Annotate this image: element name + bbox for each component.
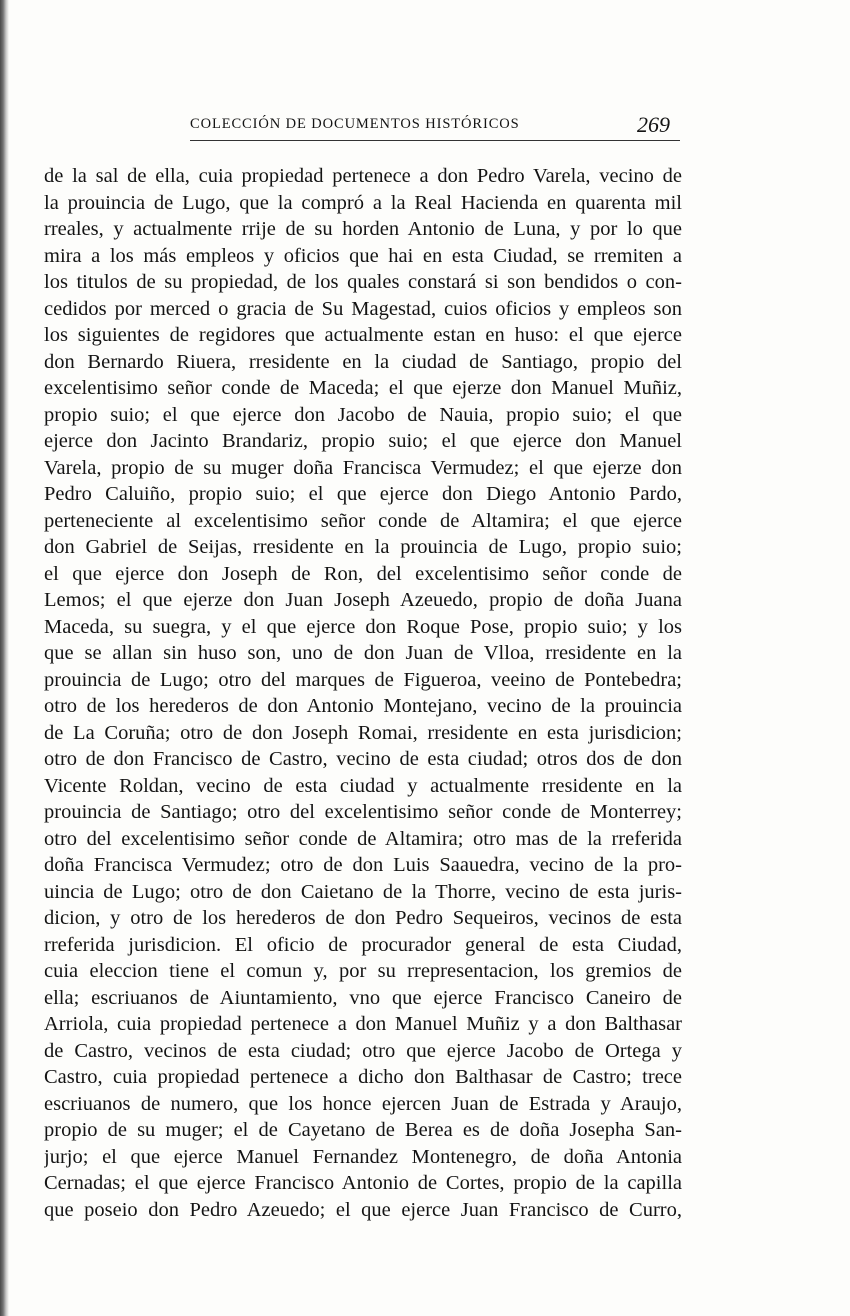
text-line: de la sal de ella, cuia propiedad pertenece a don Pedro Varela, vecino de: [44, 165, 682, 187]
text-line: Varela, propio de su muger doña Francisca Vermudez; el que ejerze don: [44, 456, 682, 479]
text-line: rreferida jurisdicion. El oficio de procurador general de esta Ciudad,: [44, 933, 682, 956]
text-line: rreales, y actualmente rrije de su horden Antonio de Luna, y por lo que: [44, 218, 682, 240]
text-line: don Bernardo Riuera, rresidente en la ciudad de Santiago, propio del: [44, 350, 682, 373]
text-line: cedidos por merced o gracia de Su Magestad, cuios oficios y empleos son: [44, 297, 682, 320]
text-line: Pedro Caluiño, propio suio; el que ejerce don Diego Antonio Pardo,: [44, 483, 682, 505]
text-line: Maceda, su suegra, y el que ejerce don Roque Pose, propio suio; y los: [44, 615, 682, 638]
text-line: uincia de Lugo; otro de don Caietano de la Thorre, vecino de esta juris-: [44, 880, 682, 903]
text-line: Arriola, cuia propiedad pertenece a don Manuel Muñiz y a don Balthasar: [44, 1013, 682, 1035]
text-line: Vicente Roldan, vecino de esta ciudad y actualmente rresidente en la: [44, 774, 682, 797]
text-line: don Gabriel de Seijas, rresidente en la prouincia de Lugo, propio suio;: [44, 536, 682, 558]
text-line: ella; escriuanos de Aiuntamiento, vno que ejerce Francisco Caneiro de: [44, 986, 682, 1009]
text-line: prouincia de Santiago; otro del excelentisimo señor conde de Monterrey;: [44, 801, 682, 823]
text-line: Cernadas; el que ejerce Francisco Antonio de Cortes, propio de la capilla: [44, 1172, 682, 1194]
text-line: los siguientes de regidores que actualmente estan en huso: el que ejerce: [44, 324, 682, 346]
text-line: que poseio don Pedro Azeuedo; el que ejerce Juan Francisco de Curro,: [44, 1198, 682, 1221]
binding-edge: [0, 0, 9, 1316]
text-line: ejerce don Jacinto Brandariz, propio suio; el que ejerce don Manuel: [44, 430, 682, 452]
text-line: otro del excelentisimo señor conde de Altamira; otro mas de la rreferida: [44, 827, 682, 850]
text-line: el que ejerce don Joseph de Ron, del excelentisimo señor conde de: [44, 562, 682, 585]
text-line: excelentisimo señor conde de Maceda; el que ejerze don Manuel Muñiz,: [44, 377, 682, 399]
running-head: [190, 112, 680, 140]
text-line: mira a los más empleos y oficios que hai en esta Ciudad, se rremiten a: [44, 244, 682, 267]
text-line: jurjo; el que ejerce Manuel Fernandez Montenegro, de doña Antonia: [44, 1145, 682, 1168]
text-line: que se allan sin huso son, uno de don Juan de Vlloa, rresidente en la: [44, 642, 682, 664]
text-line: de Castro, vecinos de esta ciudad; otro que ejerce Jacobo de Ortega y: [44, 1039, 682, 1062]
body-text: [44, 163, 682, 1223]
text-line: otro de los herederos de don Antonio Montejano, vecino de la prouincia: [44, 695, 682, 717]
running-title: COLECCIÓN DE DOCUMENTOS HISTÓRICOS: [190, 116, 520, 132]
text-line: dicion, y otro de los herederos de don Pedro Sequeiros, vecinos de esta: [44, 907, 682, 929]
text-line: perteneciente al excelentisimo señor conde de Altamira; el que ejerce: [44, 509, 682, 532]
text-line: cuia eleccion tiene el comun y, por su rrepresentacion, los gremios de: [44, 960, 682, 982]
text-line: la prouincia de Lugo, que la compró a la Real Hacienda en quarenta mil: [44, 191, 682, 214]
text-line: Castro, cuia propiedad pertenece a dicho don Balthasar de Castro; trece: [44, 1066, 682, 1088]
text-line: escriuanos de numero, que los honce ejercen Juan de Estrada y Araujo,: [44, 1092, 682, 1115]
header-rule: [190, 140, 680, 141]
text-line: otro de don Francisco de Castro, vecino de esta ciudad; otros dos de don: [44, 748, 682, 770]
text-line: de La Coruña; otro de don Joseph Romai, rresidente en esta jurisdicion;: [44, 721, 682, 744]
text-line: propio suio; el que ejerce don Jacobo de Nauia, propio suio; el que: [44, 403, 682, 426]
text-line: prouincia de Lugo; otro del marques de Figueroa, veeino de Pontebedra;: [44, 668, 682, 691]
text-line: los titulos de su propiedad, de los quales constará si son bendidos o con-: [44, 271, 682, 293]
text-line: Lemos; el que ejerze don Juan Joseph Azeuedo, propio de doña Juana: [44, 589, 682, 611]
text-line: doña Francisca Vermudez; otro de don Luis Saauedra, vecino de la pro-: [44, 854, 682, 876]
text-line: propio de su muger; el de Cayetano de Berea es de doña Josepha San-: [44, 1119, 682, 1141]
page-number: 269: [637, 112, 670, 137]
